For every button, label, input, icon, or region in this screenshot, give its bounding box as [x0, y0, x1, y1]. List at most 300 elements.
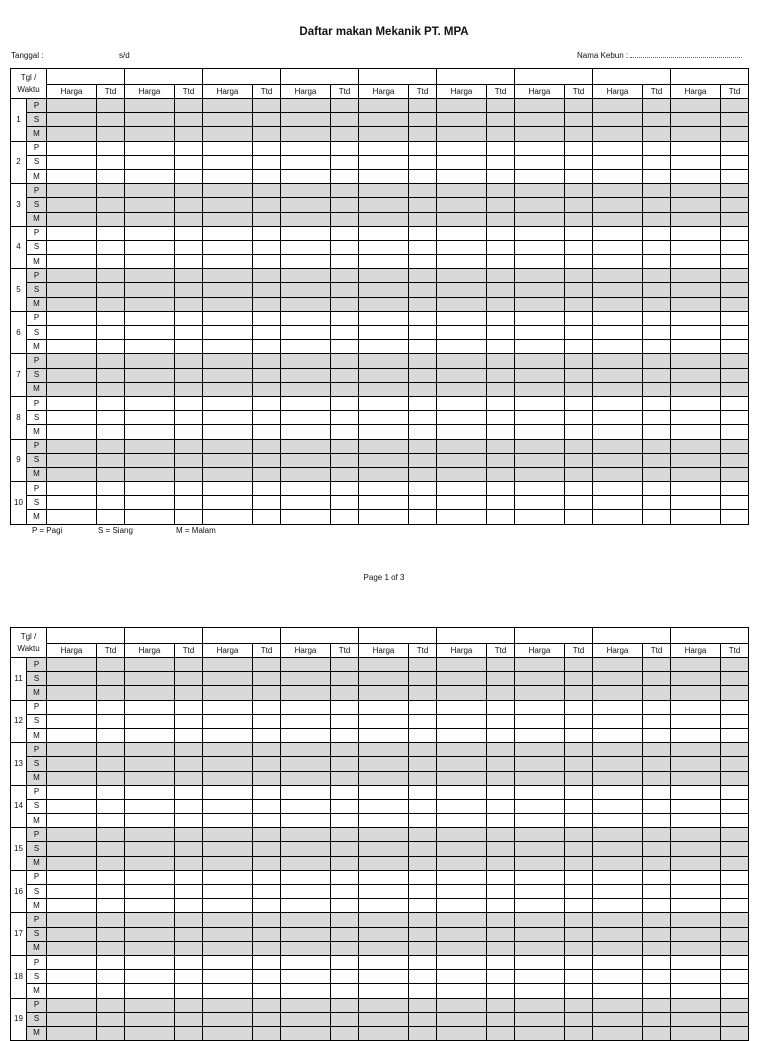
ttd-cell[interactable]	[721, 870, 749, 884]
ttd-cell[interactable]	[643, 453, 671, 467]
ttd-cell[interactable]	[565, 368, 593, 382]
harga-cell[interactable]	[593, 425, 643, 439]
harga-cell[interactable]	[203, 984, 253, 998]
ttd-cell[interactable]	[643, 255, 671, 269]
harga-cell[interactable]	[359, 856, 409, 870]
ttd-cell[interactable]	[253, 799, 281, 813]
harga-cell[interactable]	[359, 283, 409, 297]
ttd-cell[interactable]	[253, 927, 281, 941]
ttd-cell[interactable]	[565, 700, 593, 714]
ttd-cell[interactable]	[331, 927, 359, 941]
ttd-cell[interactable]	[253, 899, 281, 913]
ttd-cell[interactable]	[487, 411, 515, 425]
harga-cell[interactable]	[437, 1012, 487, 1026]
ttd-cell[interactable]	[643, 283, 671, 297]
ttd-cell[interactable]	[565, 728, 593, 742]
harga-cell[interactable]	[359, 255, 409, 269]
ttd-cell[interactable]	[97, 496, 125, 510]
ttd-cell[interactable]	[253, 453, 281, 467]
ttd-cell[interactable]	[175, 672, 203, 686]
harga-cell[interactable]	[593, 728, 643, 742]
harga-cell[interactable]	[359, 984, 409, 998]
harga-cell[interactable]	[515, 998, 565, 1012]
ttd-cell[interactable]	[643, 970, 671, 984]
ttd-cell[interactable]	[487, 510, 515, 524]
harga-cell[interactable]	[203, 425, 253, 439]
harga-cell[interactable]	[281, 340, 331, 354]
harga-cell[interactable]	[437, 226, 487, 240]
harga-cell[interactable]	[437, 700, 487, 714]
harga-cell[interactable]	[515, 856, 565, 870]
harga-cell[interactable]	[437, 340, 487, 354]
harga-cell[interactable]	[203, 771, 253, 785]
ttd-cell[interactable]	[97, 955, 125, 969]
ttd-cell[interactable]	[253, 269, 281, 283]
ttd-cell[interactable]	[565, 127, 593, 141]
ttd-cell[interactable]	[409, 1026, 437, 1040]
harga-cell[interactable]	[671, 856, 721, 870]
ttd-cell[interactable]	[253, 382, 281, 396]
harga-cell[interactable]	[671, 113, 721, 127]
ttd-cell[interactable]	[409, 870, 437, 884]
harga-cell[interactable]	[281, 686, 331, 700]
harga-cell[interactable]	[671, 368, 721, 382]
ttd-cell[interactable]	[409, 856, 437, 870]
ttd-cell[interactable]	[721, 728, 749, 742]
ttd-cell[interactable]	[721, 970, 749, 984]
ttd-cell[interactable]	[253, 467, 281, 481]
ttd-cell[interactable]	[721, 311, 749, 325]
harga-cell[interactable]	[359, 326, 409, 340]
ttd-cell[interactable]	[409, 700, 437, 714]
ttd-cell[interactable]	[487, 856, 515, 870]
harga-cell[interactable]	[47, 842, 97, 856]
harga-cell[interactable]	[515, 99, 565, 113]
harga-cell[interactable]	[281, 984, 331, 998]
ttd-cell[interactable]	[565, 482, 593, 496]
ttd-cell[interactable]	[487, 941, 515, 955]
ttd-cell[interactable]	[409, 743, 437, 757]
harga-cell[interactable]	[515, 141, 565, 155]
harga-cell[interactable]	[593, 771, 643, 785]
harga-cell[interactable]	[671, 870, 721, 884]
harga-cell[interactable]	[281, 212, 331, 226]
harga-cell[interactable]	[47, 113, 97, 127]
ttd-cell[interactable]	[97, 686, 125, 700]
ttd-cell[interactable]	[565, 99, 593, 113]
harga-cell[interactable]	[515, 984, 565, 998]
harga-cell[interactable]	[203, 728, 253, 742]
ttd-cell[interactable]	[409, 714, 437, 728]
ttd-cell[interactable]	[97, 885, 125, 899]
harga-cell[interactable]	[437, 714, 487, 728]
ttd-cell[interactable]	[175, 856, 203, 870]
ttd-cell[interactable]	[97, 169, 125, 183]
harga-cell[interactable]	[125, 658, 175, 672]
harga-cell[interactable]	[203, 700, 253, 714]
harga-cell[interactable]	[593, 198, 643, 212]
harga-cell[interactable]	[125, 240, 175, 254]
ttd-cell[interactable]	[409, 396, 437, 410]
ttd-cell[interactable]	[175, 1026, 203, 1040]
harga-cell[interactable]	[203, 885, 253, 899]
harga-cell[interactable]	[671, 658, 721, 672]
ttd-cell[interactable]	[565, 814, 593, 828]
harga-cell[interactable]	[515, 814, 565, 828]
ttd-cell[interactable]	[331, 672, 359, 686]
harga-cell[interactable]	[359, 686, 409, 700]
ttd-cell[interactable]	[487, 368, 515, 382]
ttd-cell[interactable]	[565, 799, 593, 813]
ttd-cell[interactable]	[97, 941, 125, 955]
harga-cell[interactable]	[671, 396, 721, 410]
harga-cell[interactable]	[203, 842, 253, 856]
ttd-cell[interactable]	[643, 240, 671, 254]
harga-cell[interactable]	[437, 269, 487, 283]
harga-cell[interactable]	[515, 913, 565, 927]
harga-cell[interactable]	[203, 467, 253, 481]
ttd-cell[interactable]	[409, 927, 437, 941]
ttd-cell[interactable]	[175, 927, 203, 941]
ttd-cell[interactable]	[175, 757, 203, 771]
ttd-cell[interactable]	[487, 998, 515, 1012]
ttd-cell[interactable]	[487, 212, 515, 226]
harga-cell[interactable]	[593, 743, 643, 757]
harga-cell[interactable]	[125, 155, 175, 169]
ttd-cell[interactable]	[565, 1012, 593, 1026]
harga-cell[interactable]	[515, 425, 565, 439]
ttd-cell[interactable]	[97, 1012, 125, 1026]
harga-cell[interactable]	[515, 184, 565, 198]
harga-cell[interactable]	[281, 941, 331, 955]
ttd-cell[interactable]	[643, 658, 671, 672]
ttd-cell[interactable]	[565, 269, 593, 283]
harga-cell[interactable]	[593, 814, 643, 828]
harga-cell[interactable]	[47, 496, 97, 510]
ttd-cell[interactable]	[97, 799, 125, 813]
harga-cell[interactable]	[47, 899, 97, 913]
ttd-cell[interactable]	[721, 382, 749, 396]
ttd-cell[interactable]	[487, 269, 515, 283]
harga-cell[interactable]	[203, 913, 253, 927]
harga-cell[interactable]	[281, 1026, 331, 1040]
ttd-cell[interactable]	[487, 340, 515, 354]
ttd-cell[interactable]	[721, 799, 749, 813]
ttd-cell[interactable]	[487, 870, 515, 884]
harga-cell[interactable]	[359, 141, 409, 155]
ttd-cell[interactable]	[253, 700, 281, 714]
ttd-cell[interactable]	[487, 113, 515, 127]
ttd-cell[interactable]	[487, 169, 515, 183]
harga-cell[interactable]	[47, 828, 97, 842]
ttd-cell[interactable]	[565, 856, 593, 870]
harga-cell[interactable]	[47, 927, 97, 941]
ttd-cell[interactable]	[331, 714, 359, 728]
ttd-cell[interactable]	[565, 255, 593, 269]
ttd-cell[interactable]	[97, 714, 125, 728]
ttd-cell[interactable]	[331, 828, 359, 842]
harga-cell[interactable]	[203, 226, 253, 240]
harga-cell[interactable]	[125, 169, 175, 183]
ttd-cell[interactable]	[487, 885, 515, 899]
ttd-cell[interactable]	[643, 113, 671, 127]
ttd-cell[interactable]	[253, 198, 281, 212]
ttd-cell[interactable]	[331, 297, 359, 311]
harga-cell[interactable]	[47, 411, 97, 425]
harga-cell[interactable]	[515, 155, 565, 169]
ttd-cell[interactable]	[175, 127, 203, 141]
ttd-cell[interactable]	[409, 297, 437, 311]
harga-cell[interactable]	[203, 785, 253, 799]
ttd-cell[interactable]	[97, 984, 125, 998]
harga-cell[interactable]	[437, 728, 487, 742]
ttd-cell[interactable]	[643, 368, 671, 382]
ttd-cell[interactable]	[97, 467, 125, 481]
harga-cell[interactable]	[515, 728, 565, 742]
ttd-cell[interactable]	[721, 984, 749, 998]
harga-cell[interactable]	[47, 382, 97, 396]
harga-cell[interactable]	[671, 771, 721, 785]
harga-cell[interactable]	[593, 269, 643, 283]
ttd-cell[interactable]	[409, 141, 437, 155]
harga-cell[interactable]	[203, 198, 253, 212]
harga-cell[interactable]	[437, 283, 487, 297]
harga-cell[interactable]	[515, 658, 565, 672]
harga-cell[interactable]	[437, 297, 487, 311]
ttd-cell[interactable]	[565, 658, 593, 672]
ttd-cell[interactable]	[175, 382, 203, 396]
harga-cell[interactable]	[671, 510, 721, 524]
ttd-cell[interactable]	[487, 913, 515, 927]
ttd-cell[interactable]	[331, 184, 359, 198]
ttd-cell[interactable]	[487, 467, 515, 481]
ttd-cell[interactable]	[643, 728, 671, 742]
ttd-cell[interactable]	[487, 326, 515, 340]
harga-cell[interactable]	[359, 885, 409, 899]
harga-cell[interactable]	[593, 99, 643, 113]
harga-cell[interactable]	[281, 714, 331, 728]
harga-cell[interactable]	[671, 842, 721, 856]
ttd-cell[interactable]	[565, 686, 593, 700]
ttd-cell[interactable]	[331, 785, 359, 799]
ttd-cell[interactable]	[409, 658, 437, 672]
harga-cell[interactable]	[281, 885, 331, 899]
ttd-cell[interactable]	[97, 297, 125, 311]
harga-cell[interactable]	[359, 728, 409, 742]
harga-cell[interactable]	[125, 368, 175, 382]
harga-cell[interactable]	[671, 184, 721, 198]
ttd-cell[interactable]	[97, 998, 125, 1012]
ttd-cell[interactable]	[175, 998, 203, 1012]
harga-cell[interactable]	[281, 99, 331, 113]
ttd-cell[interactable]	[331, 155, 359, 169]
ttd-cell[interactable]	[643, 396, 671, 410]
harga-cell[interactable]	[125, 856, 175, 870]
ttd-cell[interactable]	[175, 686, 203, 700]
ttd-cell[interactable]	[565, 771, 593, 785]
ttd-cell[interactable]	[409, 814, 437, 828]
harga-cell[interactable]	[203, 714, 253, 728]
ttd-cell[interactable]	[565, 184, 593, 198]
ttd-cell[interactable]	[175, 169, 203, 183]
harga-cell[interactable]	[203, 113, 253, 127]
harga-cell[interactable]	[671, 467, 721, 481]
harga-cell[interactable]	[203, 828, 253, 842]
harga-cell[interactable]	[671, 269, 721, 283]
harga-cell[interactable]	[359, 240, 409, 254]
harga-cell[interactable]	[203, 899, 253, 913]
harga-cell[interactable]	[281, 269, 331, 283]
ttd-cell[interactable]	[643, 700, 671, 714]
harga-cell[interactable]	[437, 870, 487, 884]
ttd-cell[interactable]	[253, 169, 281, 183]
harga-cell[interactable]	[593, 297, 643, 311]
ttd-cell[interactable]	[175, 899, 203, 913]
ttd-cell[interactable]	[721, 842, 749, 856]
harga-cell[interactable]	[47, 169, 97, 183]
harga-cell[interactable]	[593, 984, 643, 998]
ttd-cell[interactable]	[721, 686, 749, 700]
ttd-cell[interactable]	[643, 496, 671, 510]
ttd-cell[interactable]	[97, 771, 125, 785]
ttd-cell[interactable]	[409, 184, 437, 198]
ttd-cell[interactable]	[97, 354, 125, 368]
ttd-cell[interactable]	[643, 785, 671, 799]
harga-cell[interactable]	[671, 828, 721, 842]
harga-cell[interactable]	[515, 467, 565, 481]
harga-cell[interactable]	[593, 1026, 643, 1040]
ttd-cell[interactable]	[331, 127, 359, 141]
harga-cell[interactable]	[47, 743, 97, 757]
harga-cell[interactable]	[593, 757, 643, 771]
ttd-cell[interactable]	[175, 885, 203, 899]
harga-cell[interactable]	[281, 155, 331, 169]
ttd-cell[interactable]	[487, 453, 515, 467]
ttd-cell[interactable]	[721, 658, 749, 672]
harga-cell[interactable]	[671, 453, 721, 467]
ttd-cell[interactable]	[643, 842, 671, 856]
harga-cell[interactable]	[203, 672, 253, 686]
ttd-cell[interactable]	[487, 970, 515, 984]
ttd-cell[interactable]	[487, 297, 515, 311]
harga-cell[interactable]	[593, 240, 643, 254]
harga-cell[interactable]	[203, 482, 253, 496]
ttd-cell[interactable]	[565, 941, 593, 955]
ttd-cell[interactable]	[721, 510, 749, 524]
ttd-cell[interactable]	[97, 1026, 125, 1040]
ttd-cell[interactable]	[643, 714, 671, 728]
harga-cell[interactable]	[359, 155, 409, 169]
ttd-cell[interactable]	[487, 672, 515, 686]
harga-cell[interactable]	[203, 439, 253, 453]
harga-cell[interactable]	[47, 757, 97, 771]
harga-cell[interactable]	[359, 269, 409, 283]
ttd-cell[interactable]	[97, 828, 125, 842]
harga-cell[interactable]	[593, 899, 643, 913]
harga-cell[interactable]	[593, 411, 643, 425]
ttd-cell[interactable]	[565, 198, 593, 212]
harga-cell[interactable]	[671, 814, 721, 828]
harga-cell[interactable]	[593, 311, 643, 325]
ttd-cell[interactable]	[721, 368, 749, 382]
ttd-cell[interactable]	[331, 496, 359, 510]
ttd-cell[interactable]	[721, 496, 749, 510]
harga-cell[interactable]	[359, 941, 409, 955]
harga-cell[interactable]	[203, 686, 253, 700]
ttd-cell[interactable]	[721, 169, 749, 183]
ttd-cell[interactable]	[565, 340, 593, 354]
ttd-cell[interactable]	[175, 439, 203, 453]
harga-cell[interactable]	[515, 941, 565, 955]
ttd-cell[interactable]	[643, 856, 671, 870]
harga-cell[interactable]	[515, 1012, 565, 1026]
harga-cell[interactable]	[671, 714, 721, 728]
ttd-cell[interactable]	[331, 340, 359, 354]
harga-cell[interactable]	[515, 743, 565, 757]
ttd-cell[interactable]	[565, 828, 593, 842]
ttd-cell[interactable]	[175, 658, 203, 672]
ttd-cell[interactable]	[97, 453, 125, 467]
ttd-cell[interactable]	[175, 99, 203, 113]
harga-cell[interactable]	[281, 927, 331, 941]
ttd-cell[interactable]	[643, 482, 671, 496]
harga-cell[interactable]	[515, 453, 565, 467]
harga-cell[interactable]	[671, 155, 721, 169]
ttd-cell[interactable]	[721, 899, 749, 913]
ttd-cell[interactable]	[409, 913, 437, 927]
harga-cell[interactable]	[203, 658, 253, 672]
ttd-cell[interactable]	[175, 700, 203, 714]
harga-cell[interactable]	[125, 425, 175, 439]
harga-cell[interactable]	[203, 368, 253, 382]
harga-cell[interactable]	[203, 743, 253, 757]
harga-cell[interactable]	[359, 99, 409, 113]
harga-cell[interactable]	[281, 439, 331, 453]
harga-cell[interactable]	[515, 311, 565, 325]
harga-cell[interactable]	[125, 141, 175, 155]
harga-cell[interactable]	[437, 856, 487, 870]
harga-cell[interactable]	[281, 913, 331, 927]
ttd-cell[interactable]	[643, 927, 671, 941]
harga-cell[interactable]	[593, 439, 643, 453]
ttd-cell[interactable]	[175, 269, 203, 283]
ttd-cell[interactable]	[565, 714, 593, 728]
ttd-cell[interactable]	[721, 99, 749, 113]
ttd-cell[interactable]	[175, 155, 203, 169]
harga-cell[interactable]	[437, 255, 487, 269]
ttd-cell[interactable]	[253, 955, 281, 969]
harga-cell[interactable]	[671, 496, 721, 510]
ttd-cell[interactable]	[331, 955, 359, 969]
ttd-cell[interactable]	[409, 368, 437, 382]
harga-cell[interactable]	[359, 340, 409, 354]
ttd-cell[interactable]	[643, 672, 671, 686]
ttd-cell[interactable]	[409, 354, 437, 368]
harga-cell[interactable]	[281, 411, 331, 425]
ttd-cell[interactable]	[97, 396, 125, 410]
ttd-cell[interactable]	[487, 828, 515, 842]
harga-cell[interactable]	[515, 842, 565, 856]
harga-cell[interactable]	[281, 467, 331, 481]
harga-cell[interactable]	[515, 955, 565, 969]
harga-cell[interactable]	[437, 155, 487, 169]
harga-cell[interactable]	[281, 700, 331, 714]
harga-cell[interactable]	[125, 700, 175, 714]
harga-cell[interactable]	[203, 411, 253, 425]
harga-cell[interactable]	[47, 785, 97, 799]
harga-cell[interactable]	[47, 226, 97, 240]
harga-cell[interactable]	[359, 127, 409, 141]
